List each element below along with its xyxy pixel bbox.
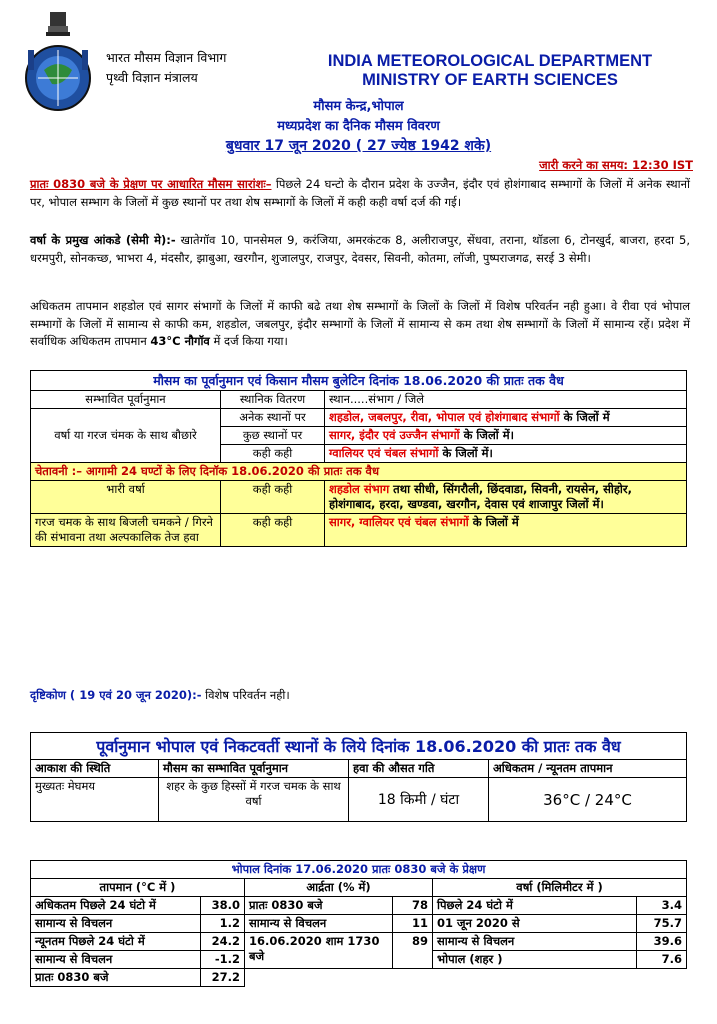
- humidity-value: 89: [393, 933, 433, 969]
- forecast-place-suffix: के जिलों में: [559, 410, 610, 424]
- forecast-dist: अनेक स्थानों पर: [221, 409, 325, 427]
- max-temperature: 43°C नौगॉव: [150, 334, 210, 348]
- forecast-dist: कही कही: [221, 445, 325, 463]
- document-header: [0, 0, 717, 200]
- warning-place: [325, 514, 687, 547]
- warning-dist: कही कही: [221, 514, 325, 547]
- bhopal-col-sky: आकाश की स्थिति: [31, 760, 159, 778]
- temp-label: प्रातः 0830 बजे: [31, 969, 201, 987]
- forecast-place-suffix: के जिलों में।: [459, 428, 514, 442]
- report-date: बुधवार 17 जून 2020 ( 27 ज्येष्ठ 1942 शके): [225, 138, 492, 154]
- warning-dist: कही कही: [221, 481, 325, 514]
- forecast-col-probable: सम्भावित पूर्वानुमान: [31, 391, 221, 409]
- temperature-paragraph: [30, 298, 690, 351]
- bhopal-forecast-title: पूर्वानुमान भोपाल एवं निकटवर्ती स्थानों के लिये दिनांक 18.06.2020 की प्रातः तक वैध: [31, 733, 687, 760]
- forecast-place-name: शहडोल, जबलपुर, रीवा, भोपाल एवं होशंगाबाद संभागों: [329, 410, 560, 424]
- rain-value: 39.6: [637, 933, 687, 951]
- rain-header: वर्षा (मिलिमीटर में ): [433, 879, 687, 897]
- temp-value: 24.2: [201, 933, 245, 951]
- bhopal-temps: 36°C / 24°C: [489, 778, 687, 822]
- temp-label: सामान्य से विचलन: [31, 915, 201, 933]
- forecast-place: [325, 445, 687, 463]
- rain-stats-heading: वर्षा के प्रमुख आंकडे (सेमी मे):-: [30, 233, 176, 247]
- summary-text: पिछले 24 घन्टो के दौरान प्रदेश के उज्जैन, इंदौर एवं होशंगाबाद सम्भागों के जिलों में अनेक स्थानों पर, भोपाल सम्भाग के जिलों में कुछ स्थानों पर तथा शेष सम्भागों के जिलों में कही कही वर्षा दर्ज की गई।: [30, 177, 690, 209]
- warning-place-name: सागर, ग्वालियर एवं चंबल संभागों: [329, 515, 469, 529]
- rain-label: भोपाल (शहर ): [433, 951, 637, 969]
- bhopal-sky: मुख्यतः मेघमय: [31, 778, 159, 822]
- rain-label: 01 जून 2020 से: [433, 915, 637, 933]
- humidity-value: 11: [393, 915, 433, 933]
- temp-value: 27.2: [201, 969, 245, 987]
- forecast-place: [325, 409, 687, 427]
- humidity-label: सामान्य से विचलन: [245, 915, 393, 933]
- temp-value: -1.2: [201, 951, 245, 969]
- warning-title: चेतावनी :– आगामी 24 घण्टों के लिए दिनॉक 18.06.2020 की प्रातः तक वैध: [31, 463, 687, 481]
- warning-place-suffix: के जिलों में: [468, 515, 519, 529]
- humidity-value: 78: [393, 897, 433, 915]
- warning-place-suffix: तथा सीधी, सिंगरौली, छिंदवाडा, सिवनी, रायसेन, सीहोर, होशंगाबाद, हरदा, खण्डवा, खरगौन, देवास एवं शाजापुर जिलों में।: [329, 482, 632, 511]
- report-title: मध्यप्रदेश का दैनिक मौसम विवरण: [277, 119, 440, 134]
- rain-stats-text: खातेगॉव 10, पानसेमल 9, करंजिया, अमरकंटक 8, अलीराजपुर, सेंधवा, तराना, थॉडला 6, टोनखुर्द, बाजरा, हरदा 5, धरमपुरी, सोनकच्छ, भाभरा 4, मंदसौर, झाबुआ, खरगौन, शुजालपुर, राजपुर, देवसर, सिवनी, कोतमा, लॉजी, पुष्पराजगढ, सरई 3 सेमी।: [30, 233, 691, 265]
- humidity-label: 16.06.2020 शाम 1730 बजे: [245, 933, 393, 969]
- forecast-place-suffix: के जिलों में।: [438, 446, 493, 460]
- centre-name: मौसम केन्द्र,भोपाल: [313, 99, 404, 114]
- english-dept-line2: MINISTRY OF EARTH SCIENCES: [362, 71, 618, 89]
- forecast-col-distribution: स्थानिक वितरण: [221, 391, 325, 409]
- warning-type: गरज चमक के साथ बिजली चमकने / गिरने की संभावना तथा अल्पकालिक तेज हवा: [31, 514, 221, 547]
- summary-paragraph: [30, 176, 690, 211]
- bhopal-forecast-table: [30, 732, 687, 822]
- forecast-row-label: वर्षा या गरज चंमक के साथ बौछारे: [31, 409, 221, 463]
- temp-label: सामान्य से विचलन: [31, 951, 201, 969]
- forecast-title: मौसम का पूर्वानुमान एवं किसान मौसम बुलेटिन दिनांक 18.06.2020 की प्रातः तक वैध: [31, 371, 687, 391]
- forecast-dist: कुछ स्थानों पर: [221, 427, 325, 445]
- temp-label: अधिकतम पिछले 24 घंटो में: [31, 897, 201, 915]
- outlook-label: दृष्टिकोण ( 19 एवं 20 जून 2020):-: [30, 688, 202, 702]
- warning-type: भारी वर्षा: [31, 481, 221, 514]
- temp-header: तापमान (°C में ): [31, 879, 245, 897]
- warning-place-name: शहडोल संभाग: [329, 482, 390, 496]
- observations-title: भोपाल दिनांक 17.06.2020 प्रातः 0830 बजे के प्रेक्षण: [31, 861, 687, 879]
- hindi-dept-line1: भारत मौसम विज्ञान विभाग: [106, 50, 227, 65]
- forecast-place-name: ग्वालियर एवं चंबल संभागों: [329, 446, 439, 460]
- forecast-place-name: सागर, इंदौर एवं उज्जैन संभागों: [329, 428, 460, 442]
- rain-value: 75.7: [637, 915, 687, 933]
- bhopal-col-temps: अधिकतम / न्यूनतम तापमान: [489, 760, 687, 778]
- temp-label: न्यूनतम पिछले 24 घंटो में: [31, 933, 201, 951]
- hindi-dept-line2: पृथ्वी विज्ञान मंत्रालय: [106, 70, 198, 85]
- empty-cell: [245, 969, 687, 987]
- temperature-end: में दर्ज किया गया।: [209, 334, 288, 348]
- english-dept-line1: INDIA METEOROLOGICAL DEPARTMENT: [327, 52, 653, 70]
- summary-heading: प्रातः 0830 बजे के प्रेक्षण पर आधारित मौसम सारांशः–: [30, 177, 272, 191]
- observations-table: [30, 860, 687, 987]
- temp-value: 1.2: [201, 915, 245, 933]
- temperature-text: अधिकतम तापमान शहडोल एवं सागर संभागों के जिलों में काफी बढे तथा शेष सम्भागों के जिलों के जिलों में विशेष परिवर्तन नही हुआ। वे रीवा एवं भोपाल सम्भागों के जिलों में सामान्य से काफी कम, शहडोल, जबलपुर, इंदौर सम्भागों के जिलों में सामान्य से कम तथा शेष सम्भागों के जिलों में सामान्य रहें। प्रदेश में सर्वाधिक अधिकतम तापमान: [30, 299, 690, 348]
- english-dept-name: [290, 52, 690, 90]
- bhopal-weather: शहर के कुछ हिस्सों में गरज चमक के साथ वर्षा: [159, 778, 349, 822]
- rain-label: सामान्य से विचलन: [433, 933, 637, 951]
- humidity-header: आर्द्रता (% में): [245, 879, 433, 897]
- outlook: [30, 688, 290, 703]
- bhopal-col-wind: हवा की औसत गति: [349, 760, 489, 778]
- rain-label: पिछले 24 घंटो में: [433, 897, 637, 915]
- forecast-col-places: स्थान.....संभाग / जिले: [325, 391, 687, 409]
- warning-place: [325, 481, 687, 514]
- rain-value: 7.6: [637, 951, 687, 969]
- bhopal-wind: 18 किमी / घंटा: [349, 778, 489, 822]
- forecast-table: [30, 370, 687, 547]
- outlook-text: विशेष परिवर्तन नही।: [201, 688, 290, 702]
- hindi-dept-name: [106, 48, 226, 88]
- bhopal-col-weather: मौसम का सम्भावित पूर्वानुमान: [159, 760, 349, 778]
- rain-stats-paragraph: [30, 232, 690, 267]
- forecast-place: [325, 427, 687, 445]
- humidity-label: प्रातः 0830 बजे: [245, 897, 393, 915]
- issue-time: जारी करने का समय: 12:30 IST: [539, 158, 693, 172]
- temp-value: 38.0: [201, 897, 245, 915]
- rain-value: 3.4: [637, 897, 687, 915]
